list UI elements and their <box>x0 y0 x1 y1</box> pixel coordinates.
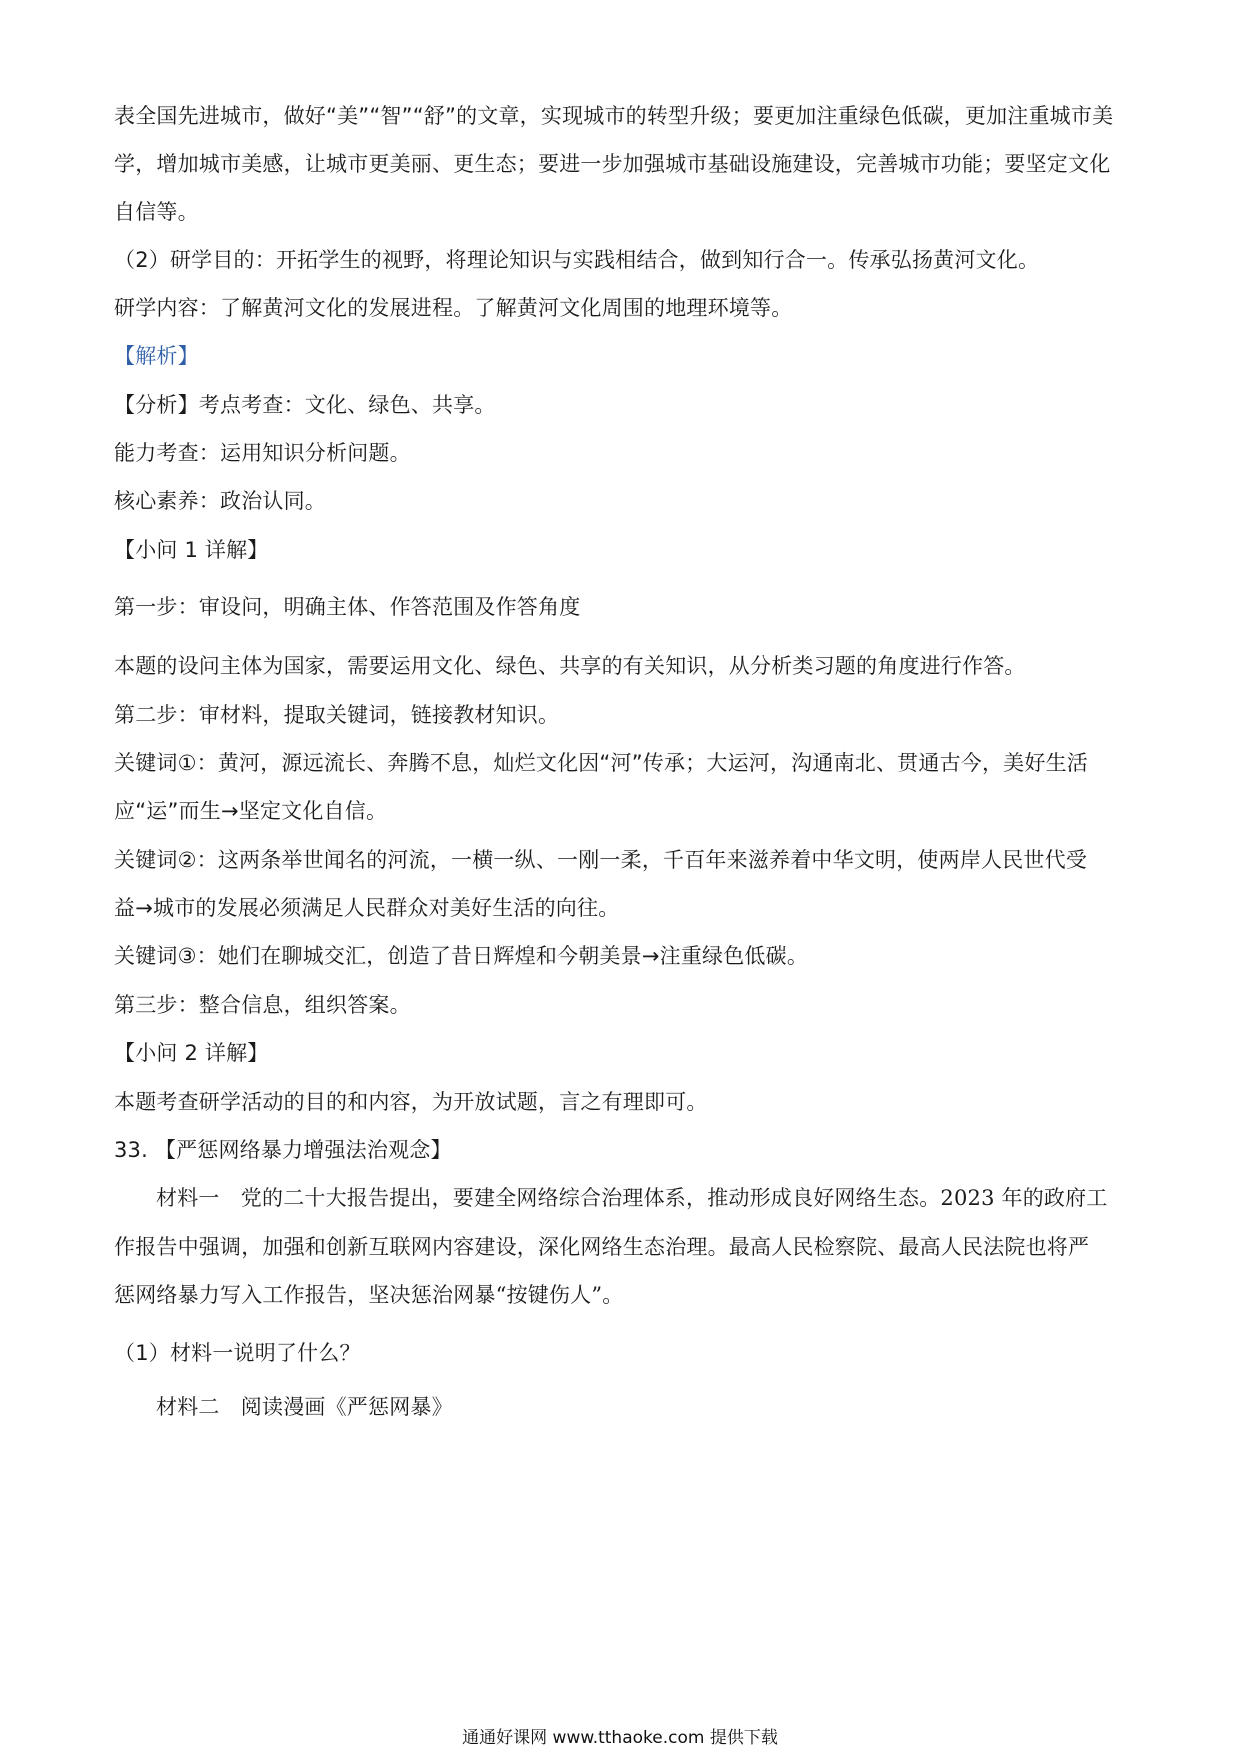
keyword-2-line-2: 益→城市的发展必须满足人民群众对美好生活的向往。 <box>114 896 620 920</box>
keyword-2-line-1: 关键词②：这两条举世闻名的河流，一横一纵、一刚一柔，千百年来滋养着中华文明，使两岸人民世代受 <box>114 848 1088 872</box>
q2-detail: 本题考查研学活动的目的和内容，为开放试题，言之有理即可。 <box>114 1090 708 1114</box>
keyword-3: 关键词③：她们在聊城交汇，创造了昔日辉煌和今朝美景→注重绿色低碳。 <box>114 944 809 968</box>
material-1-line-3: 惩网络暴力写入工作报告，坚决惩治网暴“按键伤人”。 <box>114 1283 624 1307</box>
analysis-heading: 【解析】 <box>114 344 199 368</box>
answer-line-2: 学，增加城市美感，让城市更美丽、更生态；要进一步加强城市基础设施建设，完善城市功能；要坚定文化 <box>114 152 1111 176</box>
material-2: 材料二 阅读漫画《严惩网暴》 <box>156 1395 453 1419</box>
answer-line-1: 表全国先进城市，做好“美”“智”“舒”的文章，实现城市的转型升级；要更加注重绿色低碳，更加注重城市美 <box>114 104 1114 128</box>
q1-heading: 【小问 1 详解】 <box>114 538 269 562</box>
answer-line-4: （2）研学目的：开拓学生的视野，将理论知识与实践相结合，做到知行合一。传承弘扬黄河文化。 <box>114 248 1040 272</box>
material-1-line-2: 作报告中强调，加强和创新互联网内容建设，深化网络生态治理。最高人民检察院、最高人民法院也将严 <box>114 1235 1090 1259</box>
step2: 第二步：审材料，提取关键词，链接教材知识。 <box>114 703 560 727</box>
footer-watermark: 通通好课网 www.tthaoke.com 提供下载 <box>462 1728 778 1748</box>
analysis-fenxi: 【分析】考点考查：文化、绿色、共享。 <box>114 393 496 417</box>
answer-line-5: 研学内容：了解黄河文化的发展进程。了解黄河文化周围的地理环境等。 <box>114 296 793 320</box>
step1: 第一步：审设问，明确主体、作答范围及作答角度 <box>114 595 581 619</box>
analysis-ability: 能力考查：运用知识分析问题。 <box>114 441 411 465</box>
question-33-title: 33. 【严惩网络暴力增强法治观念】 <box>114 1138 452 1162</box>
step3: 第三步：整合信息，组织答案。 <box>114 993 411 1017</box>
q2-heading: 【小问 2 详解】 <box>114 1041 269 1065</box>
question-33-1: （1）材料一说明了什么？ <box>114 1341 361 1365</box>
analysis-core: 核心素养：政治认同。 <box>114 489 326 513</box>
keyword-1-line-1: 关键词①：黄河，源远流长、奔腾不息，灿烂文化因“河”传承；大运河，沟通南北、贯通古今，美好生活 <box>114 751 1088 775</box>
material-1-line-1: 材料一 党的二十大报告提出，要建全网络综合治理体系，推动形成良好网络生态。2023 年的政府工 <box>156 1186 1108 1210</box>
step1-detail: 本题的设问主体为国家，需要运用文化、绿色、共享的有关知识，从分析类习题的角度进行作答。 <box>114 654 1026 678</box>
answer-line-3: 自信等。 <box>114 200 199 224</box>
keyword-1-line-2: 应“运”而生→坚定文化自信。 <box>114 799 388 823</box>
